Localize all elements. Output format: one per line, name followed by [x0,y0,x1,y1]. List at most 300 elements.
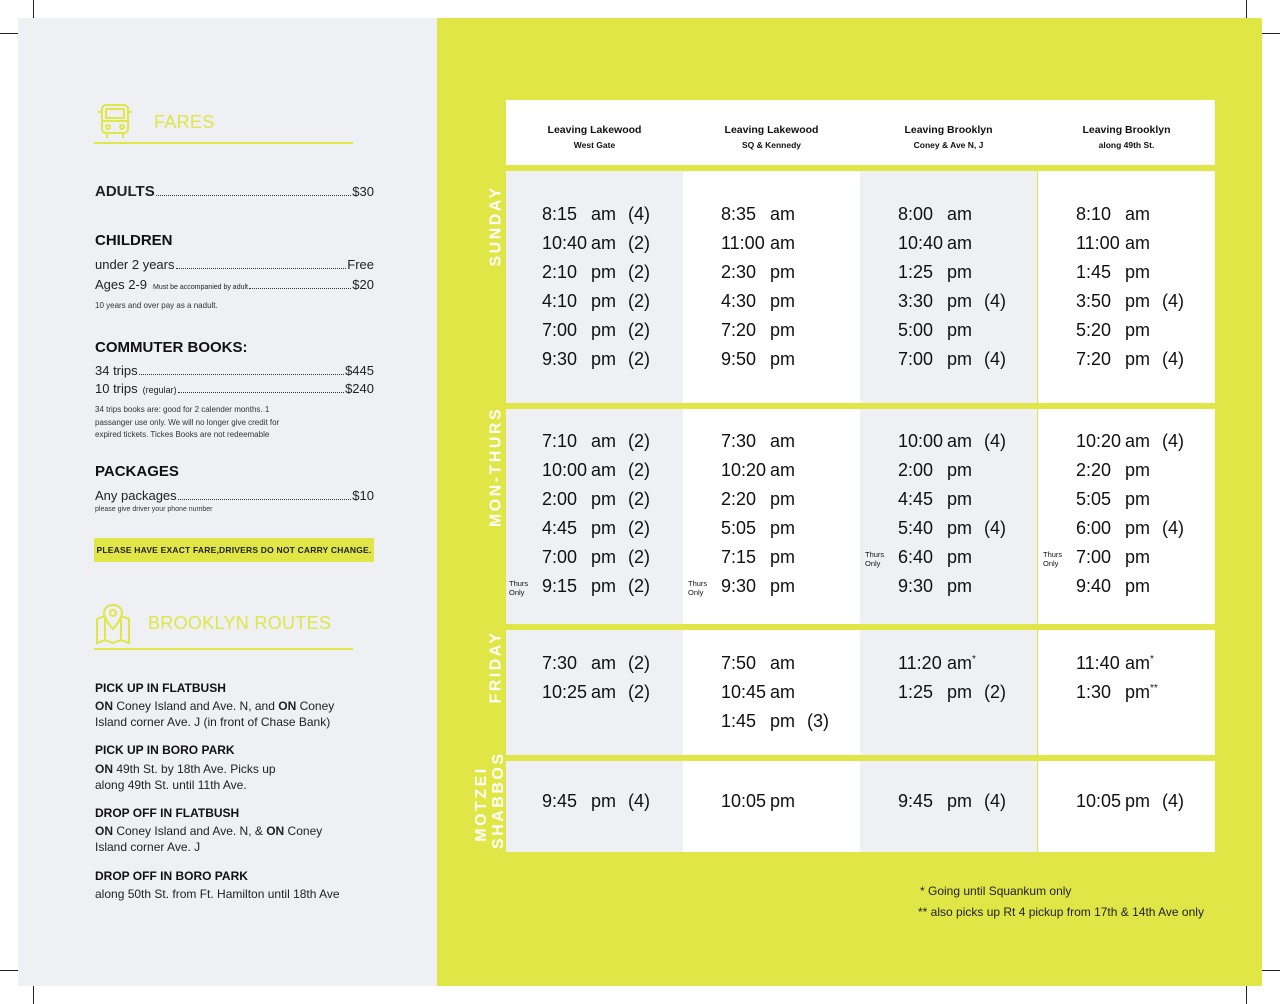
thurs-only-label [865,550,884,568]
footnote-marker: ** [1150,683,1158,694]
dot-leader [249,288,351,289]
column-header [683,124,860,150]
time-meridiem: pm [770,291,796,311]
map-pin-icon [94,603,130,643]
departure-time [898,791,1006,812]
time-value: 7:30 [542,653,578,673]
trip-note: (2) [628,682,650,702]
time-value: 9:40 [1076,576,1112,596]
time-meridiem: am* [1125,653,1154,673]
time-value: 9:45 [898,791,934,811]
departure-time [898,431,1006,452]
departure-time [898,653,984,674]
trip-note: (4) [984,518,1006,538]
time-meridiem: pm [947,460,973,480]
departure-time [1076,547,1162,568]
time-meridiem: pm [1125,262,1151,282]
departure-time [1076,233,1162,254]
time-value: 10:25 [542,682,588,702]
departure-time [898,489,984,510]
time-meridiem: am [591,682,617,702]
time-meridiem: am [947,204,973,224]
departure-time [721,791,807,812]
trip-note: (2) [628,431,650,451]
thurs-only-word: Only [1043,559,1059,568]
departure-time [721,320,807,341]
time-meridiem: am [947,431,973,451]
departure-time [898,547,984,568]
day-label-friday: FRIDAY [487,630,505,704]
time-meridiem: am [591,431,617,451]
time-value: 11:00 [721,233,765,253]
trip-note: (2) [628,547,650,567]
trip-note: (2) [628,489,650,509]
time-meridiem: pm [1125,518,1151,538]
departure-time [1076,518,1184,539]
trip-note: (4) [984,291,1006,311]
departure-time [542,682,650,703]
trip-note: (4) [984,791,1006,811]
departure-time [542,576,650,597]
thurs-only-label [509,579,528,597]
departure-time [721,489,807,510]
time-value: 7:10 [542,431,578,451]
time-meridiem: pm [770,576,796,596]
books-note-line: passanger use only. We will no longer give credit for [95,417,280,427]
time-value: 2:20 [721,489,757,509]
fare-under2 [95,257,374,272]
thurs-only-word: Thurs [1043,550,1063,559]
time-value: 6:40 [898,547,934,567]
dot-leader [156,195,352,196]
trip-note: (4) [1162,431,1184,451]
crop-mark [1262,33,1280,34]
time-value: 10:40 [542,233,588,253]
section-separator [506,624,1215,630]
trip-note: (4) [1162,518,1184,538]
time-value: 2:30 [721,262,757,282]
departure-time [542,489,650,510]
column-header [1038,124,1215,150]
time-meridiem: am [770,653,796,673]
departure-time [542,431,650,452]
books-note [95,404,279,442]
footnote-squankum: * Going until Squankum only [920,884,1072,898]
fare-label: Any packages [95,488,177,503]
day-label-sunday: SUNDAY [487,185,505,267]
time-meridiem: pm [1125,291,1151,311]
on-label: ON [95,824,113,838]
time-meridiem: pm [947,576,973,596]
trip-note: (2) [628,349,650,369]
time-value: 5:40 [898,518,934,538]
time-meridiem: pm [947,291,973,311]
time-value: 8:35 [721,204,757,224]
trip-note: (4) [984,349,1006,369]
time-value: 8:15 [542,204,578,224]
trip-note: (2) [628,233,650,253]
departure-time [542,460,650,481]
time-meridiem: pm [947,791,973,811]
time-meridiem: pm [591,489,617,509]
bus-icon [97,102,133,142]
departure-time [542,262,650,283]
departure-time [898,682,1006,703]
time-value: 5:05 [1076,489,1112,509]
time-value: 9:30 [898,576,934,596]
departure-time [721,291,807,312]
flatbush-drop-text [95,824,325,855]
time-value: 4:30 [721,291,757,311]
routes-title: BROOKLYN ROUTES [148,612,332,633]
time-meridiem: pm [1125,576,1151,596]
thurs-only-word: Only [865,559,881,568]
thurs-only-label [1043,550,1062,568]
time-meridiem: am [770,233,796,253]
time-meridiem: pm** [1125,682,1158,702]
routes-header [94,603,331,643]
time-value: 10:20 [721,460,767,480]
departure-time [1076,653,1162,674]
trip-note: (2) [628,460,650,480]
time-meridiem: pm [591,518,617,538]
time-meridiem: am [770,460,796,480]
crop-mark [1246,0,1247,18]
crop-mark [1246,986,1247,1004]
crop-mark [1262,970,1280,971]
departure-time [542,233,650,254]
trip-note: (3) [807,711,829,731]
on-label: ON [266,824,285,838]
column-subtitle: West Gate [573,140,616,150]
time-value: 7:20 [1076,349,1112,369]
time-meridiem: am [591,653,617,673]
departure-time [721,576,807,597]
departure-time [1076,460,1162,481]
time-value: 7:00 [898,349,934,369]
departure-time [721,653,807,674]
time-meridiem: am [1125,431,1151,451]
time-value: 5:20 [1076,320,1112,340]
trip-note: (2) [628,576,650,596]
fare-label: 10 trips [95,381,138,396]
trip-note: (4) [1162,291,1184,311]
boro-pickup-heading: PICK UP IN BORO PARK [95,743,235,757]
time-meridiem: pm [591,320,617,340]
time-meridiem: pm [1125,349,1151,369]
dot-leader [139,374,344,375]
departure-time [721,682,807,703]
departure-time [1076,489,1162,510]
departure-time [542,791,650,812]
time-meridiem: pm [591,791,617,811]
time-value: 8:00 [898,204,934,224]
fare-label: under 2 years [95,257,175,272]
boro-drop-text: along 50th St. from Ft. Hamilton until 18th Ave [95,887,340,901]
departure-time [721,547,807,568]
time-value: 7:00 [542,547,578,567]
time-meridiem: pm [947,489,973,509]
column-subtitle: along 49th St. [1098,140,1155,150]
fare-price: Free [347,257,374,272]
on-label: ON [278,699,297,713]
footnote-pickup: ** also picks up Rt 4 pickup from 17th & 14th Ave only [918,905,1204,919]
time-value: 7:50 [721,653,757,673]
departure-time [721,431,807,452]
column-title: Leaving Brooklyn [904,124,993,136]
time-value: 7:00 [542,320,578,340]
time-meridiem: pm [770,547,796,567]
departure-time [898,349,1006,370]
time-value: 2:00 [542,489,578,509]
trip-note: (4) [1162,791,1184,811]
fare-label: 34 trips [95,363,138,378]
time-value: 9:30 [721,576,757,596]
time-value: 10:00 [542,460,588,480]
time-value: 7:20 [721,320,757,340]
thurs-only-label [688,579,707,597]
packages-heading: PACKAGES [95,463,179,480]
boro-drop-heading: DROP OFF IN BORO PARK [95,869,248,883]
crop-mark [0,33,18,34]
thurs-only-word: Only [509,588,525,597]
time-meridiem: pm [947,682,973,702]
departure-time [1076,204,1162,225]
time-value: 10:05 [1076,791,1122,811]
route-text: Coney Island corner Ave. J [95,824,323,854]
departure-time [721,204,807,225]
departure-time [721,711,829,732]
departure-time [898,576,984,597]
time-meridiem: pm [591,349,617,369]
departure-time [721,349,807,370]
time-meridiem: am [1125,233,1151,253]
time-value: 1:25 [898,682,934,702]
departure-time [898,518,1006,539]
time-value: 2:00 [898,460,934,480]
column-subtitle: SQ & Kennedy [741,140,802,150]
time-meridiem: am [591,204,617,224]
fares-rule [94,142,353,144]
trip-note: (4) [628,791,650,811]
schedule-table [506,100,1215,852]
crop-mark [0,970,18,971]
time-value: 2:20 [1076,460,1112,480]
route-text: Coney Island corner Ave. J (in front of Chase Bank) [95,699,335,729]
trip-note: (2) [628,291,650,311]
column-subtitle: Coney & Ave N, J [913,140,984,150]
trip-note: (4) [628,204,650,224]
departure-time [1076,791,1184,812]
fare-price: $10 [352,488,374,503]
on-label: ON [95,762,113,776]
time-value: 8:10 [1076,204,1112,224]
thurs-only-word: Thurs [865,550,885,559]
trip-note: (2) [628,518,650,538]
departure-time [898,291,1006,312]
fare-price: $240 [345,381,374,396]
time-meridiem: pm [947,349,973,369]
day-label-mon-thurs: MON-THURS [487,406,505,528]
fares-header [97,102,215,142]
departure-time [1076,682,1162,703]
time-value: 9:45 [542,791,578,811]
footnote-marker: * [1150,654,1154,665]
time-meridiem: pm [770,791,796,811]
fares-title: FARES [154,111,215,132]
time-value: 1:25 [898,262,934,282]
commuter-heading: COMMUTER BOOKS: [95,339,248,356]
time-meridiem: pm [1125,547,1151,567]
departure-time [1076,349,1184,370]
dot-leader [178,499,352,500]
time-value: 4:45 [542,518,578,538]
thurs-only-word: Thurs [509,579,529,588]
day-label-motzei-shabbos: MOTZEI SHABBOS [473,751,507,849]
time-value: 9:15 [542,576,578,596]
time-meridiem: pm [947,547,973,567]
departure-time [1076,576,1162,597]
boro-pickup-text [95,762,295,793]
time-value: 11:40 [1076,653,1120,673]
departure-time [898,204,984,225]
time-meridiem: pm [591,576,617,596]
departure-time [898,320,984,341]
departure-time [1076,262,1162,283]
fare-price: $445 [345,363,374,378]
route-text: Coney Island and Ave. N, & [113,824,267,838]
children-heading: CHILDREN [95,232,173,249]
departure-time [542,204,650,225]
departure-time [1076,320,1162,341]
fare-label: Ages 2-9 [95,277,148,292]
time-meridiem: pm [947,320,973,340]
time-meridiem: pm [947,262,973,282]
departure-time [542,547,650,568]
time-meridiem: pm [1125,489,1151,509]
route-text: Coney Island and Ave. N, and [113,699,279,713]
ten-years-note: 10 years and over pay as a nadult. [95,301,218,310]
thurs-only-word: Thurs [688,579,708,588]
time-meridiem: am [947,233,973,253]
departure-time [721,262,807,283]
time-value: 4:45 [898,489,934,509]
time-meridiem: pm [591,547,617,567]
time-value: 11:20 [898,653,942,673]
dot-leader [176,268,347,269]
trip-note: (4) [984,431,1006,451]
dot-leader [178,392,344,393]
time-value: 5:00 [898,320,934,340]
time-value: 10:20 [1076,431,1122,451]
column-title: Leaving Brooklyn [1082,124,1171,136]
on-label: ON [95,699,113,713]
column-title: Leaving Lakewood [724,124,819,136]
time-value: 3:30 [898,291,934,311]
time-meridiem: pm [770,711,796,731]
time-meridiem: pm [947,518,973,538]
fare-label: ADULTS [95,183,155,200]
trip-note: (2) [628,653,650,673]
departure-time [542,653,650,674]
time-meridiem: am [591,460,617,480]
time-value: 9:50 [721,349,757,369]
trip-note: (2) [628,320,650,340]
departure-time [542,320,650,341]
time-meridiem: pm [770,262,796,282]
time-value: 6:00 [1076,518,1112,538]
fare-adults [95,183,374,200]
trip-note: (4) [1162,349,1184,369]
column-title: Leaving Lakewood [547,124,642,136]
crop-mark [33,0,34,18]
departure-time [721,518,807,539]
flatbush-drop-heading: DROP OFF IN FLATBUSH [95,806,240,820]
flatbush-pickup-text [95,699,355,730]
books-note-line: 34 trips books are: good for 2 calender months. 1 [95,405,270,414]
time-meridiem: pm [1125,791,1151,811]
time-value: 1:30 [1076,682,1112,702]
time-meridiem: am [770,431,796,451]
time-meridiem: pm [770,518,796,538]
time-value: 4:10 [542,291,578,311]
time-meridiem: pm [591,291,617,311]
fare-ages [95,277,374,292]
trip-note: (2) [628,262,650,282]
fare-price: $30 [352,184,374,199]
time-meridiem: am [770,682,796,702]
departure-time [1076,431,1184,452]
departure-time [721,233,807,254]
time-meridiem: pm [1125,460,1151,480]
time-value: 1:45 [721,711,757,731]
section-separator [506,403,1215,409]
packages-note: please give driver your phone number [95,506,213,513]
time-value: 10:00 [898,431,944,451]
section-separator [506,755,1215,761]
time-meridiem: pm [770,489,796,509]
time-value: 7:15 [721,547,757,567]
departure-time [542,349,650,370]
departure-time [1076,291,1184,312]
departure-time [542,291,650,312]
time-value: 2:10 [542,262,578,282]
fare-10-trips [95,381,374,396]
section-separator [506,165,1215,171]
books-note-line: expired tickets. Tickes Books are not redeemable [95,430,270,439]
time-meridiem: pm [770,349,796,369]
time-value: 10:05 [721,791,767,811]
time-meridiem: am [1125,204,1151,224]
time-meridiem: am [591,233,617,253]
departure-time [898,262,984,283]
departure-time [898,233,984,254]
time-meridiem: am* [947,653,976,673]
time-value: 11:00 [1076,233,1120,253]
footnote-marker: * [972,654,976,665]
time-value: 10:40 [898,233,944,253]
exact-fare-notice: PLEASE HAVE EXACT FARE,DRIVERS DO NOT CARRY CHANGE. [94,538,374,562]
column-header [506,124,683,150]
departure-time [898,460,984,481]
time-value: 1:45 [1076,262,1112,282]
time-meridiem: pm [770,320,796,340]
time-value: 3:50 [1076,291,1112,311]
time-meridiem: am [770,204,796,224]
routes-rule [94,648,353,650]
column-header [860,124,1037,150]
fare-note: (regular) [142,385,177,395]
